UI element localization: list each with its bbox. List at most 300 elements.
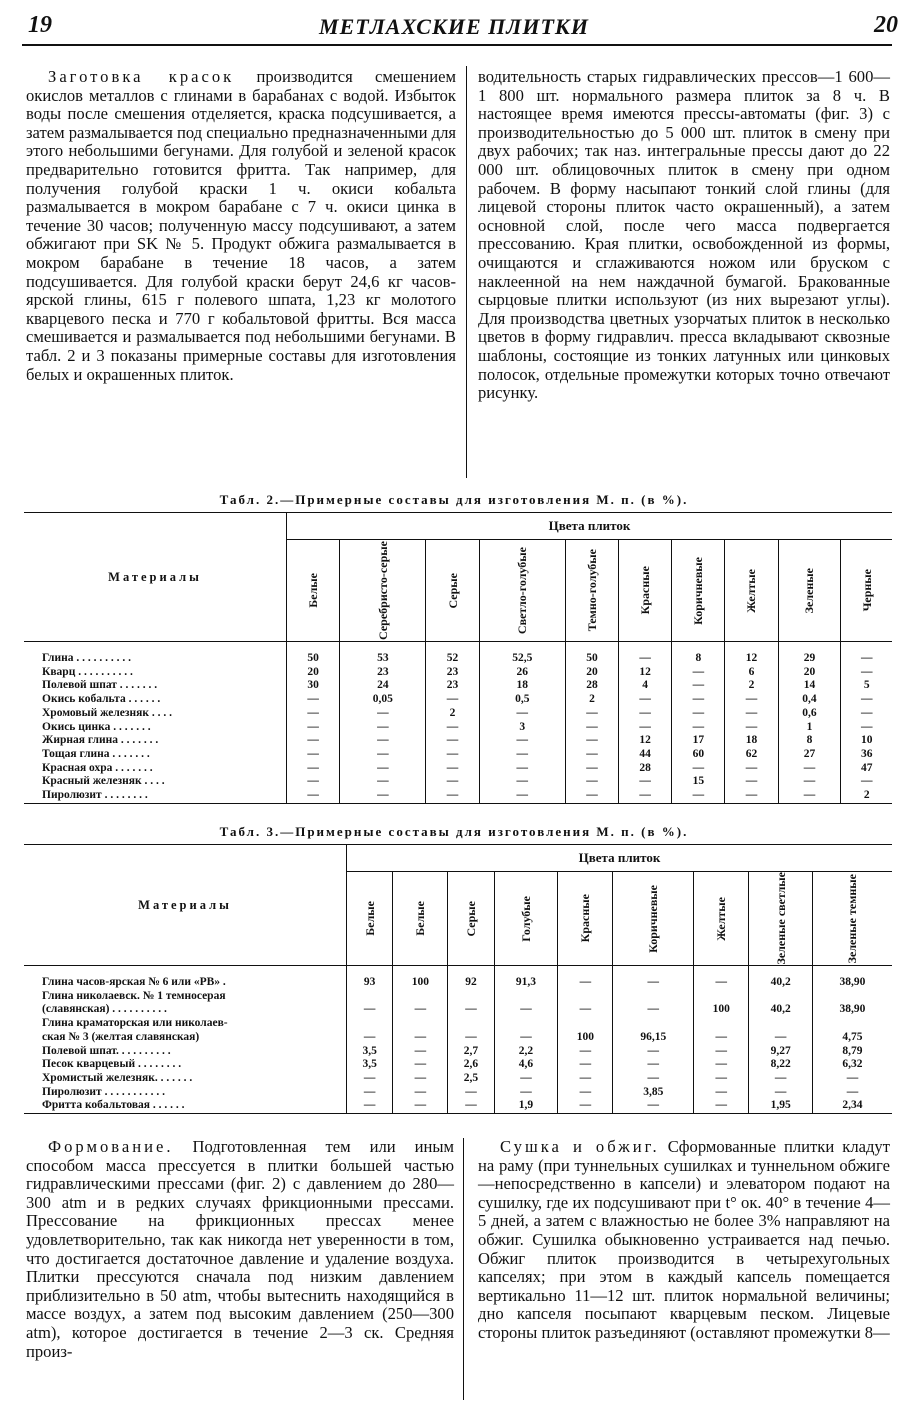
table-row: [24, 1058, 892, 1072]
table-cell: —: [426, 762, 479, 776]
table-cell: 1: [778, 721, 841, 735]
table-cell: —: [725, 693, 778, 707]
table-cell: 96,15: [613, 1031, 694, 1045]
table-cell: [613, 1017, 694, 1031]
table-cell: —: [426, 748, 479, 762]
table3-col-header: [694, 872, 749, 966]
table2-col-header: [619, 540, 672, 642]
table-cell: —: [749, 1086, 813, 1100]
running-title: МЕТЛАХСКИЕ ПЛИТКИ: [319, 14, 589, 39]
column-label: Серые: [445, 572, 460, 609]
table-cell: 100: [558, 1031, 613, 1045]
column-label: Желтые: [714, 896, 729, 941]
table-cell: 17: [672, 734, 725, 748]
table-cell: —: [778, 762, 841, 776]
table-cell: —: [619, 642, 672, 666]
table-cell: —: [340, 748, 426, 762]
table-cell: 24: [340, 679, 426, 693]
table-cell: 26: [479, 666, 565, 680]
table-cell: —: [558, 1072, 613, 1086]
table-cell: 47: [841, 762, 892, 776]
table-cell: —: [393, 1072, 448, 1086]
table-cell: 2: [841, 789, 892, 803]
table-cell: —: [426, 789, 479, 803]
table-cell: —: [694, 1045, 749, 1059]
table-cell: —: [393, 1058, 448, 1072]
table-cell: —: [494, 1031, 558, 1045]
table-cell: [347, 1017, 393, 1031]
table-cell: 38,90: [812, 966, 892, 990]
table-cell: —: [558, 1058, 613, 1072]
table2-col-header: [841, 540, 892, 642]
table-cell: —: [479, 762, 565, 776]
table-cell: 2: [565, 693, 618, 707]
table-cell: 40,2: [749, 966, 813, 990]
table-cell: —: [448, 1003, 494, 1017]
table-cell: 52,5: [479, 642, 565, 666]
table-cell: —: [672, 762, 725, 776]
table-cell: [448, 990, 494, 1004]
table-cell: 3,5: [347, 1045, 393, 1059]
column-divider-bottom: [463, 1138, 464, 1400]
table-row: [24, 693, 892, 707]
table3-col-header: [393, 872, 448, 966]
table-cell: 62: [725, 748, 778, 762]
table-cell: —: [694, 1086, 749, 1100]
table-cell: 20: [778, 666, 841, 680]
table2-colors-header: Цвета плиток: [287, 513, 893, 540]
table-cell: 23: [426, 666, 479, 680]
row-label: Глина краматорская или николаев-: [24, 1017, 347, 1031]
page-number-left: 19: [28, 12, 52, 38]
table-cell: —: [426, 721, 479, 735]
table2-col-header: [778, 540, 841, 642]
table-cell: —: [565, 762, 618, 776]
column-label: Зеленые светлые: [773, 872, 788, 965]
table-cell: 2: [426, 707, 479, 721]
table-cell: —: [448, 1086, 494, 1100]
table-cell: [558, 990, 613, 1004]
table-cell: 2: [725, 679, 778, 693]
table-cell: —: [725, 707, 778, 721]
row-label: Окись цинка . . . . . . .: [24, 721, 287, 735]
row-label: Глина часов-ярская № 6 или «РВ» .: [24, 966, 347, 990]
table-cell: —: [694, 1072, 749, 1086]
text-column-top-left: [26, 68, 456, 384]
table-cell: —: [613, 966, 694, 990]
table-cell: [393, 990, 448, 1004]
table-cell: —: [479, 775, 565, 789]
table-cell: —: [613, 1099, 694, 1113]
table-cell: —: [287, 762, 340, 776]
table-cell: —: [672, 721, 725, 735]
table-cell: 12: [619, 734, 672, 748]
text-column-top-right: [478, 68, 890, 403]
table-cell: —: [725, 721, 778, 735]
table-cell: 12: [619, 666, 672, 680]
table-cell: —: [494, 1003, 558, 1017]
header-rule: [22, 44, 892, 46]
table-cell: —: [393, 1045, 448, 1059]
table-row: [24, 721, 892, 735]
table-cell: 28: [619, 762, 672, 776]
table-cell: —: [448, 1031, 494, 1045]
paragraph-text: Сформованные плитки кладут на раму (при туннельных сушилках и туннельном обжиге—непосредственно в капсели) и элеватором подают на сушилку, где их подсушивают при t° ок. 40° в течение 4—5 дней, а затем с влажностью не более 3% направляют на обжиг. Сушилка обыкновенно устраивается над печью. Обжиг плиток производится в четырехугольных капселях; при этом в каждый капсель помещается вертикально 11—12 шт. плиток нормальной величины; дно капселя посыпают кварцевым песком. Лицевые стороны плиток разъединяют (оставляют промежутки 8—: [478, 1137, 890, 1342]
table-cell: 2,2: [494, 1045, 558, 1059]
table3-col-header: [749, 872, 813, 966]
table-cell: 8,22: [749, 1058, 813, 1072]
table-cell: —: [694, 1058, 749, 1072]
table-cell: 2,7: [448, 1045, 494, 1059]
table-cell: —: [619, 775, 672, 789]
table-cell: 1,9: [494, 1099, 558, 1113]
table-cell: 0,5: [479, 693, 565, 707]
table-cell: —: [841, 642, 892, 666]
table-row: [24, 966, 892, 990]
table-cell: —: [558, 1045, 613, 1059]
section-lead: Заготовка красок: [48, 67, 235, 86]
table2-materials-header: Материалы: [24, 513, 287, 642]
table-cell: —: [347, 1003, 393, 1017]
table-cell: —: [841, 721, 892, 735]
table-cell: —: [426, 693, 479, 707]
table3-col-header: [812, 872, 892, 966]
table-cell: 6,32: [812, 1058, 892, 1072]
table-cell: 52: [426, 642, 479, 666]
row-label: Фритта кобальтовая . . . . . .: [24, 1099, 347, 1113]
table-row: [24, 990, 892, 1004]
row-label: Окись кобальта . . . . . .: [24, 693, 287, 707]
table-cell: 18: [725, 734, 778, 748]
table-cell: —: [393, 1003, 448, 1017]
table-cell: —: [672, 789, 725, 803]
table-cell: 4,6: [494, 1058, 558, 1072]
table-cell: 5: [841, 679, 892, 693]
column-label: Серые: [463, 900, 478, 937]
row-label: Полевой шпат . . . . . . .: [24, 679, 287, 693]
table-cell: 8: [778, 734, 841, 748]
table-cell: —: [841, 693, 892, 707]
table-cell: —: [725, 775, 778, 789]
table-cell: 23: [340, 666, 426, 680]
table2-caption: Табл. 2.—Примерные составы для изготовления М. п. (в %).: [219, 492, 689, 507]
table-cell: —: [479, 707, 565, 721]
table-cell: —: [558, 1099, 613, 1113]
paragraph-text: производится смешением окислов металлов с глинами в барабанах с водой. Избыток воды после смешения отделяется, краска подсушивается, а затем размалывается под специально предназначенными для этого небольшими бегунами. Для голубой и зеленой красок предварительно готовится фритта. Так например, для получения голубой краски 1 ч. окиси кобальта размалывается в мокром барабане с 7 ч. окиси цинка в течение 30 часов; полученную массу подсушивают, а затем обжигают при SK № 5. Продукт обжига размалывается в мокром барабане в течение 18 часов, а затем подсушивается. Для голубой краски берут 24,6 кг часов-ярской глины, 615 г полевого шпата, 1,23 кг молотого кварцевого песка и 770 г кобальтовой фритты. Вся масса смешивается и размалывается под небольшими бегунами. В табл. 2 и 3 показаны примерные составы для изготовления белых и окрашенных плиток.: [26, 67, 457, 384]
table-cell: 44: [619, 748, 672, 762]
table3-col-header: [448, 872, 494, 966]
column-label: Желтые: [744, 568, 759, 613]
table-cell: —: [340, 734, 426, 748]
table3: [24, 844, 892, 1114]
text-column-bottom-left: [26, 1138, 454, 1361]
table-cell: 9,27: [749, 1045, 813, 1059]
table3-materials-header: Материалы: [24, 845, 347, 966]
column-label: Голубые: [518, 895, 533, 942]
table-cell: [812, 990, 892, 1004]
table-row: [24, 642, 892, 666]
table-cell: —: [619, 693, 672, 707]
table-cell: 0,05: [340, 693, 426, 707]
table-cell: —: [287, 734, 340, 748]
column-label: Темно-голубые: [585, 549, 600, 632]
table-cell: 36: [841, 748, 892, 762]
table-cell: —: [558, 1086, 613, 1100]
table-cell: —: [393, 1099, 448, 1113]
row-label: Пиролюзит . . . . . . . . . . .: [24, 1086, 347, 1100]
table-cell: 40,2: [749, 1003, 813, 1017]
table-cell: —: [479, 734, 565, 748]
table-cell: 0,4: [778, 693, 841, 707]
text-column-bottom-right: [478, 1138, 890, 1343]
table-row: [24, 1072, 892, 1086]
table-cell: —: [565, 734, 618, 748]
table-cell: —: [725, 762, 778, 776]
row-label: Жирная глина . . . . . . .: [24, 734, 287, 748]
table-cell: —: [812, 1072, 892, 1086]
table-cell: —: [287, 707, 340, 721]
table-cell: —: [347, 1086, 393, 1100]
row-label: (славянская) . . . . . . . . . .: [24, 1003, 347, 1017]
table-cell: —: [565, 707, 618, 721]
section-lead: Сушка и обжиг.: [500, 1137, 660, 1156]
table-cell: 29: [778, 642, 841, 666]
table-cell: [494, 990, 558, 1004]
table-cell: 0,6: [778, 707, 841, 721]
table-cell: 10: [841, 734, 892, 748]
table-cell: —: [340, 707, 426, 721]
table-cell: —: [565, 775, 618, 789]
table-cell: —: [613, 1058, 694, 1072]
table-cell: 18: [479, 679, 565, 693]
table-cell: [494, 1017, 558, 1031]
table-cell: —: [558, 966, 613, 990]
table-row: [24, 1045, 892, 1059]
column-label: Зеленые: [802, 567, 817, 614]
paragraph-text: Подготовленная тем или иным способом масса прессуется в плитки большей частью гидравлическими прессами (фиг. 2) с давлением до 280—300 atm и в редких случаях фрикционными прессами. Прессование на фрикционных прессах менее удовлетворительно, так как никогда нет уверенности в том, что достигается достаточное давление и удаление воздуха. Плитки прессуются сначала под низким давлением приблизительно в 50 atm, чтобы вытеснить находящийся в массе воздух, а затем под высоким давлением (250—300 atm), которое достигается в течение 2—3 ск. Средняя произ-: [26, 1137, 454, 1361]
table-cell: 60: [672, 748, 725, 762]
table3-col-header: [558, 872, 613, 966]
table2-col-header: [426, 540, 479, 642]
row-label: Тощая глина . . . . . . .: [24, 748, 287, 762]
table-cell: —: [287, 748, 340, 762]
table-row: [24, 1099, 892, 1113]
table-cell: 92: [448, 966, 494, 990]
table-cell: —: [558, 1003, 613, 1017]
table-cell: —: [393, 1086, 448, 1100]
table-cell: [558, 1017, 613, 1031]
table-cell: —: [287, 721, 340, 735]
row-label: Глина николаевск. № 1 темносерая: [24, 990, 347, 1004]
table-cell: [448, 1017, 494, 1031]
table-cell: 2,5: [448, 1072, 494, 1086]
table-cell: —: [672, 666, 725, 680]
table-cell: —: [778, 775, 841, 789]
table-cell: 2,6: [448, 1058, 494, 1072]
table-cell: 28: [565, 679, 618, 693]
page-number-right: 20: [874, 12, 898, 38]
column-label: Серебристо-серые: [375, 541, 390, 640]
table2-col-header: [479, 540, 565, 642]
table-cell: —: [347, 1072, 393, 1086]
table-cell: [347, 990, 393, 1004]
table-cell: —: [613, 1072, 694, 1086]
table-cell: —: [613, 1045, 694, 1059]
column-label: Красные: [578, 894, 593, 943]
table-cell: 4,75: [812, 1031, 892, 1045]
table-cell: 15: [672, 775, 725, 789]
table-cell: [694, 990, 749, 1004]
table-cell: —: [393, 1031, 448, 1045]
table-cell: 20: [565, 666, 618, 680]
row-label: Хромистый железняк. . . . . . .: [24, 1072, 347, 1086]
table-cell: —: [287, 775, 340, 789]
section-lead: Формование.: [48, 1137, 174, 1156]
table-cell: —: [694, 1031, 749, 1045]
table-cell: 20: [287, 666, 340, 680]
table3-col-header: [494, 872, 558, 966]
table-row: [24, 789, 892, 803]
table-cell: —: [672, 707, 725, 721]
table-cell: [613, 990, 694, 1004]
table-row: [24, 748, 892, 762]
table-cell: 3,85: [613, 1086, 694, 1100]
table-cell: —: [841, 666, 892, 680]
column-divider-top: [466, 66, 467, 478]
table-cell: —: [340, 789, 426, 803]
table-cell: [694, 1017, 749, 1031]
table-cell: —: [749, 1072, 813, 1086]
table-cell: 3: [479, 721, 565, 735]
table-cell: —: [287, 789, 340, 803]
table-row: [24, 1003, 892, 1017]
table-cell: —: [494, 1072, 558, 1086]
table-cell: 1,95: [749, 1099, 813, 1113]
table-cell: —: [841, 707, 892, 721]
table-cell: 100: [393, 966, 448, 990]
table-cell: —: [672, 679, 725, 693]
table-cell: —: [565, 721, 618, 735]
table2-col-header: [672, 540, 725, 642]
table-cell: —: [347, 1031, 393, 1045]
table-cell: —: [841, 775, 892, 789]
table3-caption: Табл. 3.—Примерные составы для изготовления М. п. (в %).: [219, 824, 689, 839]
table2: [24, 512, 892, 804]
table-row: [24, 1017, 892, 1031]
table-cell: 23: [426, 679, 479, 693]
table2-col-header: [340, 540, 426, 642]
column-label: Черные: [859, 569, 874, 612]
table-cell: —: [749, 1031, 813, 1045]
table-cell: 14: [778, 679, 841, 693]
table-cell: 38,90: [812, 1003, 892, 1017]
row-label: Красная охра . . . . . . .: [24, 762, 287, 776]
table-cell: [812, 1017, 892, 1031]
table-cell: [393, 1017, 448, 1031]
table-cell: —: [694, 1099, 749, 1113]
column-label: Белые: [306, 573, 321, 608]
table-row: [24, 1031, 892, 1045]
table-row: [24, 666, 892, 680]
table-cell: —: [340, 775, 426, 789]
row-label: Пиролюзит . . . . . . . .: [24, 789, 287, 803]
column-label: Зеленые темные: [845, 873, 860, 964]
table-cell: —: [778, 789, 841, 803]
row-label: Кварц . . . . . . . . . .: [24, 666, 287, 680]
table-cell: —: [448, 1099, 494, 1113]
row-label: Красный железняк . . . .: [24, 775, 287, 789]
table-cell: 50: [287, 642, 340, 666]
column-label: Светло-голубые: [515, 546, 530, 635]
row-label: ская № 3 (желтая славянская): [24, 1031, 347, 1045]
table-cell: 93: [347, 966, 393, 990]
table3-col-header: [347, 872, 393, 966]
column-label: Белые: [362, 901, 377, 936]
table-row: [24, 1086, 892, 1100]
column-label: Коричневые: [691, 556, 706, 625]
table-cell: —: [287, 693, 340, 707]
table-row: [24, 707, 892, 721]
table-cell: 8,79: [812, 1045, 892, 1059]
table-cell: —: [426, 775, 479, 789]
table-cell: 2,34: [812, 1099, 892, 1113]
table3-colors-header: Цвета плиток: [347, 845, 893, 872]
table3-col-header: [613, 872, 694, 966]
table-cell: —: [619, 721, 672, 735]
table-cell: —: [479, 748, 565, 762]
table-cell: —: [619, 789, 672, 803]
row-label: Хромовый железняк . . . .: [24, 707, 287, 721]
table-cell: 27: [778, 748, 841, 762]
row-label: Глина . . . . . . . . . .: [24, 642, 287, 666]
table-cell: 30: [287, 679, 340, 693]
row-label: Песок кварцевый . . . . . . . .: [24, 1058, 347, 1072]
table-cell: —: [426, 734, 479, 748]
paragraph-text: водительность старых гидравлических прессов—1 600—1 800 шт. нормального размера плиток за 8 ч. В настоящее время имеются прессы-автоматы (фиг. 3) с производительностью до 5 000 шт. плиток в смену при двух рабочих; так наз. интегральные прессы дают до 22 000 шт. облицовочных плиток в смену при одном рабочем. В форму насыпают тонкий слой глины (для лицевой стороны плиток часто окрашенный), а затем основной слой, после чего масса подвергается прессованию. Края плитки, освобожденной из формы, очищаются и сглаживаются ножом или бруском с наклеенной на нем наждачной бумагой. Бракованные сырцовые плитки используют (из них вырезают углы). Для производства цветных узорчатых плиток в несколько цветов в форму гидравлич. пресса вкладывают сквозные шаблоны, состоящие из тонких латунных или цинковых полосок, отдельные промежутки которых точно отвечают рисунку.: [478, 67, 890, 403]
table-cell: —: [340, 762, 426, 776]
table-cell: [749, 990, 813, 1004]
column-label: Коричневые: [646, 884, 661, 953]
table2-col-header: [725, 540, 778, 642]
column-label: Белые: [413, 901, 428, 936]
table-cell: —: [479, 789, 565, 803]
table-cell: 4: [619, 679, 672, 693]
column-label: Красные: [638, 566, 653, 615]
table-row: [24, 734, 892, 748]
table-cell: —: [694, 966, 749, 990]
table-cell: —: [812, 1086, 892, 1100]
table-cell: 3,5: [347, 1058, 393, 1072]
table2-col-header: [565, 540, 618, 642]
table-cell: 8: [672, 642, 725, 666]
table-cell: —: [494, 1086, 558, 1100]
table-cell: [749, 1017, 813, 1031]
table-cell: 53: [340, 642, 426, 666]
table-cell: —: [565, 789, 618, 803]
table-cell: —: [672, 693, 725, 707]
table-cell: 100: [694, 1003, 749, 1017]
table-cell: —: [725, 789, 778, 803]
table-cell: —: [347, 1099, 393, 1113]
table-row: [24, 775, 892, 789]
row-label: Полевой шпат. . . . . . . . . .: [24, 1045, 347, 1059]
table-cell: —: [340, 721, 426, 735]
table-cell: —: [565, 748, 618, 762]
table-cell: 6: [725, 666, 778, 680]
table-cell: —: [619, 707, 672, 721]
table-cell: 12: [725, 642, 778, 666]
table2-col-header: [287, 540, 340, 642]
